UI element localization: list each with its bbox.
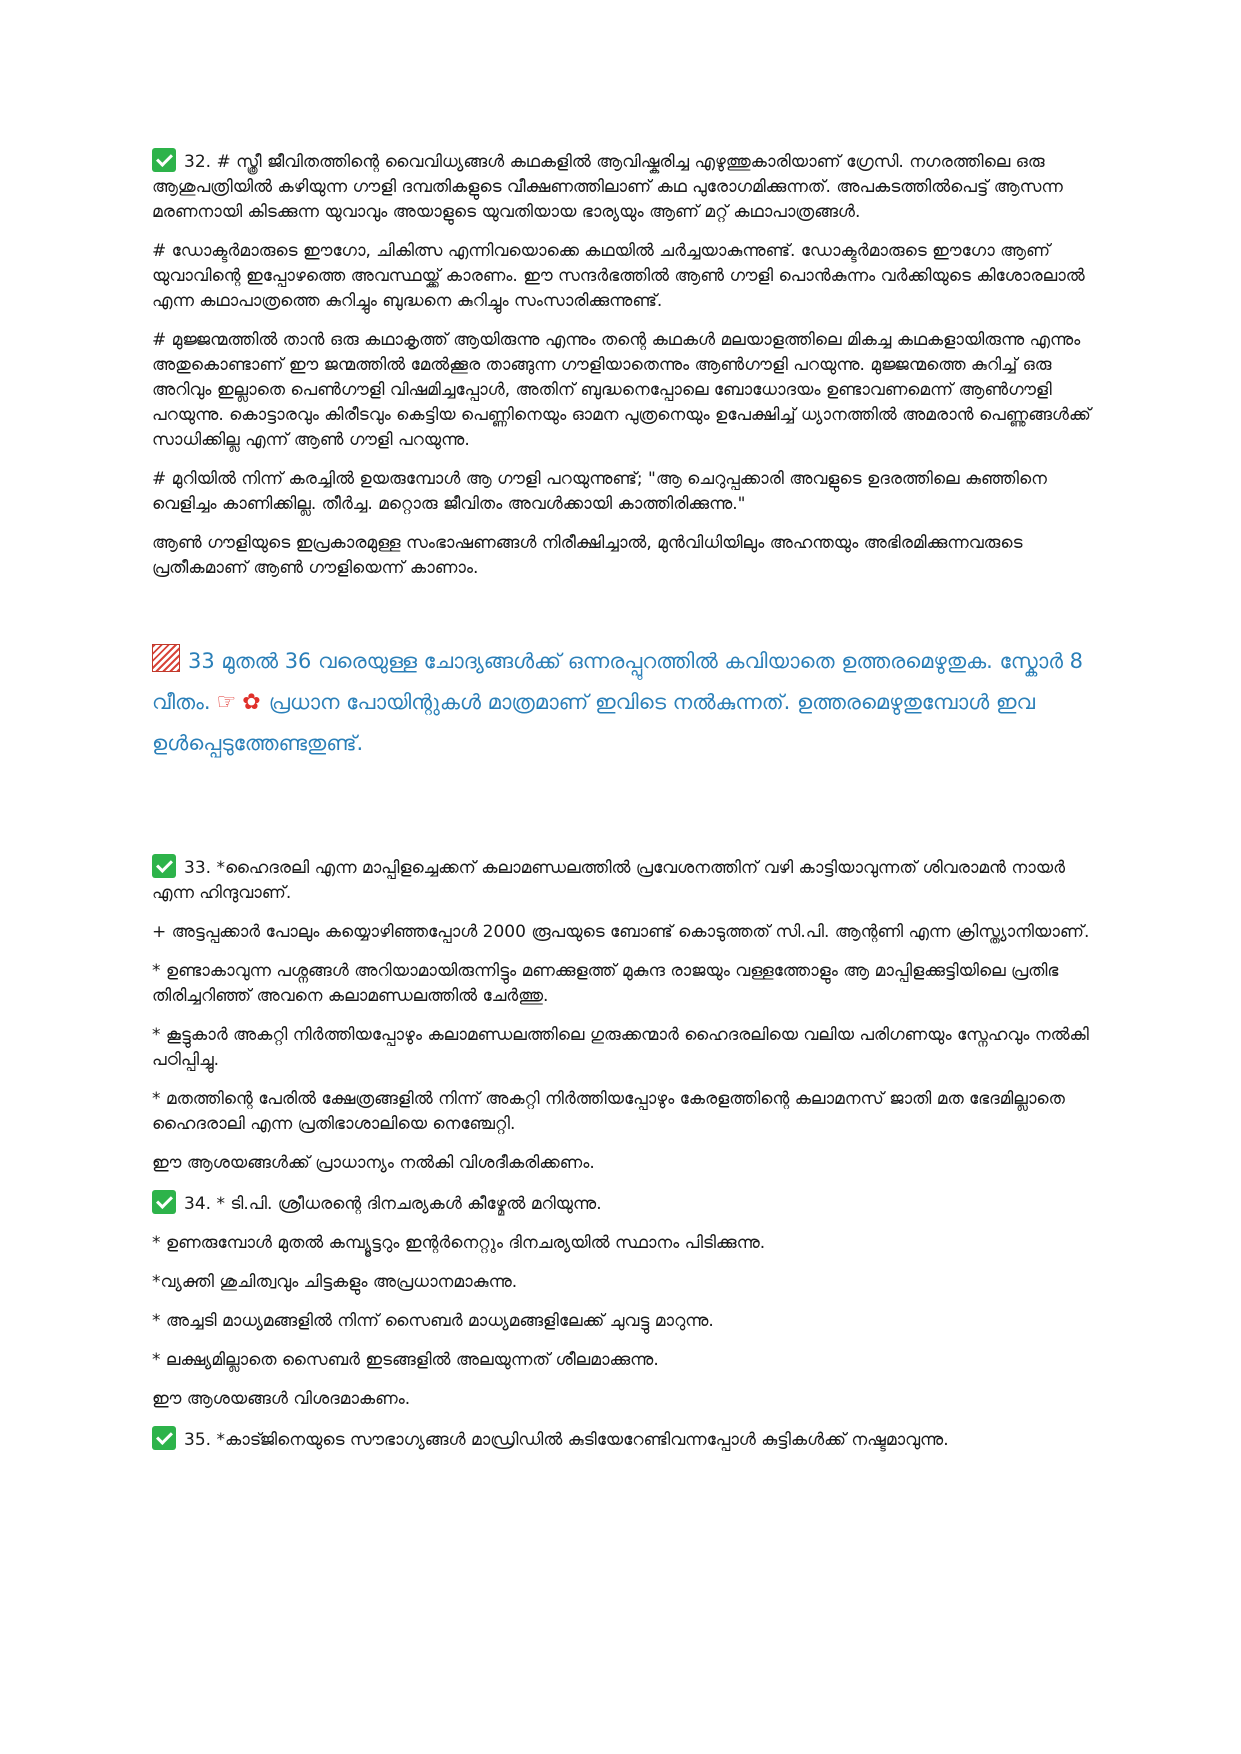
notice-text-part1: 33 മുതൽ 36 വരെയുള്ള ചോദ്യങ്ങൾക്ക് ഒന്നരപ്പുറത്തിൽ കവിയാതെ ഉത്തരമെഴുതുക. സ്കോർ 8 വീതം. [152,649,1083,714]
paragraph: 32. # സ്ത്രീ ജീവിതത്തിന്റെ വൈവിധ്യങ്ങൾ കഥകളിൽ ആവിഷ്കരിച്ച എഴുത്തുകാരിയാണ് ഗ്രേസി. നഗരത്തിലെ ഒരു ആശുപത്രിയിൽ കഴിയുന്ന ഗൗളി ദമ്പതികളുടെ വീക്ഷണത്തിലാണ് കഥ പുരോഗമിക്കുന്നത്. അപകടത്തിൽപെട്ട് ആസന്ന മരണനായി കിടക്കുന്ന യുവാവും അയാളുടെ യുവതിയായ ഭാര്യയും ആണ് മറ്റ് കഥാപാത്രങ്ങൾ. [152,148,1102,225]
pointing-hand-icon: ☞ [216,690,237,715]
hatched-square-icon [152,644,180,672]
check-mark-icon [152,1190,176,1214]
paragraph: * അച്ചടി മാധ്യമങ്ങളിൽ നിന്ന് സൈബർ മാധ്യമങ്ങളിലേക്ക് ചുവട്ടു മാറുന്നു. [152,1311,714,1331]
paragraph: ആൺ ഗൗളിയുടെ ഇപ്രകാരമുള്ള സംഭാഷണങ്ങൾ നിരീക്ഷിച്ചാൽ, മുൻവിധിയിലും അഹന്തയും അഭിരമിക്കുന്നവരുടെ പ്രതീകമാണ് ആൺ ഗൗളിയെന്ന് കാണാം. [152,533,1023,578]
paragraph: 35. *കാട്ജിനെയുടെ സൗഭാഗ്യങ്ങൾ മാഡ്രിഡിൽ കുടിയേറേണ്ടിവന്നപ്പോൾ കുട്ടികൾക്ക് നഷ്ടമാവുന്നു. [152,1426,1102,1453]
paragraph: * മതത്തിന്റെ പേരിൽ ക്ഷേത്രങ്ങളിൽ നിന്ന് അകറ്റി നിർത്തിയപ്പോഴും കേരളത്തിന്റെ കലാമനസ് ജാതി മത ഭേദമില്ലാതെ ഹൈദരാലി എന്ന പ്രതിഭാശാലിയെ നെഞ്ചേറ്റി. [152,1089,1065,1134]
flower-icon: ✿ [242,690,261,715]
paragraph: * ഉണ്ടാകാവുന്ന പശ്നങ്ങൾ അറിയാമായിരുന്നിട്ടും മണക്കുളത്ത് മുകുന്ദ രാജയും വള്ളത്തോളും ആ മാപ്പിളക്കുട്ടിയിലെ പ്രതിഭ തിരിച്ചറിഞ്ഞ് അവനെ കലാമണ്ഡലത്തിൽ ചേർത്തു. [152,961,1059,1006]
check-mark-icon [152,854,176,878]
paragraph: ഈ ആശയങ്ങൾ വിശദമാകണം. [152,1389,411,1409]
paragraph: # മുറിയിൽ നിന്ന് കരച്ചിൽ ഉയരുമ്പോൾ ആ ഗൗളി പറയുന്നുണ്ട്; "ആ ചെറുപ്പക്കാരി അവളുടെ ഉദരത്തിലെ കുഞ്ഞിനെ വെളിച്ചം കാണിക്കില്ല. തീർച്ച. മറ്റൊരു ജീവിതം അവൾക്കായി കാത്തിരിക്കുന്നു." [152,469,1047,514]
paragraph: 33. *ഹൈദരലി എന്ന മാപ്പിളച്ചെക്കന് കലാമണ്ഡലത്തിൽ പ്രവേശനത്തിന് വഴി കാട്ടിയാവുന്നത് ശിവരാമൻ നായർ എന്ന ഹിന്ദുവാണ്. [152,854,1102,906]
document-page [152,148,1102,1467]
paragraph: 34. * ടി.പി. ശ്രീധരന്റെ ദിനചര്യകൾ കീഴ്മേൽ മറിയുന്നു. [152,1190,1102,1217]
notice-text-part2: പ്രധാന പോയിന്റുകൾ മാത്രമാണ് ഇവിടെ നൽകുന്നത്. ഉത്തരമെഴുതുമ്പോൾ ഇവ ഉൾപ്പെടുത്തേണ്ടതുണ്ട്. [152,690,1035,755]
check-mark-icon [152,1426,176,1450]
paragraph: * ലക്ഷ്യമില്ലാതെ സൈബർ ഇടങ്ങളിൽ അലയുന്നത് ശീലമാക്കുന്നു. [152,1350,659,1370]
paragraph: ഈ ആശയങ്ങൾക്ക് പ്രാധാന്യം നൽകി വിശദീകരിക്കണം. [152,1153,595,1173]
instruction-notice [152,641,1102,764]
paragraph: + അട്ടപ്പക്കാർ പോലും കയ്യൊഴിഞ്ഞപ്പോൾ 2000 രൂപയുടെ ബോണ്ട് കൊടുത്തത് സി.പി. ആന്റണി എന്ന ക്രിസ്ത്യാനിയാണ്. [152,922,1090,942]
answers-33-35-section [152,854,1102,1453]
paragraph: *വ്യക്തി ശുചിത്വവും ചിട്ടകളും അപ്രധാനമാകുന്നു. [152,1272,518,1292]
paragraph: # ഡോക്ടർമാരുടെ ഈഗോ, ചികിത്സ എന്നിവയൊക്കെ കഥയിൽ ചർച്ചയാകുന്നുണ്ട്. ഡോക്ടർമാരുടെ ഈഗോ ആണ് യുവാവിന്റെ ഇപ്പോഴത്തെ അവസ്ഥയ്ക്ക് കാരണം. ഈ സന്ദർഭത്തിൽ ആൺ ഗൗളി പൊൻകുന്നം വർക്കിയുടെ കിശോരലാൽ എന്ന കഥാപാത്രത്തെ കുറിച്ചും ബുദ്ധനെ കുറിച്ചും സംസാരിക്കുന്നുണ്ട്. [152,241,1085,311]
check-mark-icon [152,148,176,172]
paragraph: * ഉണരുമ്പോൾ മുതൽ കമ്പ്യൂട്ടറും ഇന്റർനെറ്റും ദിനചര്യയിൽ സ്ഥാനം പിടിക്കുന്നു. [152,1233,766,1253]
answer-32-section [152,148,1102,581]
paragraph: * കൂട്ടുകാർ അകറ്റി നിർത്തിയപ്പോഴും കലാമണ്ഡലത്തിലെ ഗുരുക്കന്മാർ ഹൈദരലിയെ വലിയ പരിഗണയും സ്നേഹവും നൽകി പഠിപ്പിച്ചു. [152,1025,1089,1070]
paragraph: # മുജ്ജന്മത്തിൽ താൻ ഒരു കഥാകൃത്ത് ആയിരുന്നു എന്നും തന്റെ കഥകൾ മലയാളത്തിലെ മികച്ച കഥകളായിരുന്നു എന്നും അതുകൊണ്ടാണ് ഈ ജന്മത്തിൽ മേൽക്കൂര താങ്ങുന്ന ഗൗളിയാതെന്നും ആൺഗൗളി പറയുന്നു. മുജ്ജന്മത്തെ കുറിച്ച് ഒരു അറിവും ഇല്ലാതെ പെൺഗൗളി വിഷമിച്ചപ്പോൾ, അതിന് ബുദ്ധനെപ്പോലെ ബോധോദയം ഉണ്ടാവണമെന്ന് ആൺഗൗളി പറയുന്നു. കൊട്ടാരവും കിരീടവും കെട്ടിയ പെണ്ണിനെയും ഓമന പുത്രനെയും ഉപേക്ഷിച്ച് ധ്യാനത്തിൽ അമരാൻ പെണ്ണുങ്ങൾക്ക് സാധിക്കില്ല എന്ന് ആൺ ഗൗളി പറയുന്നു. [152,330,1091,450]
